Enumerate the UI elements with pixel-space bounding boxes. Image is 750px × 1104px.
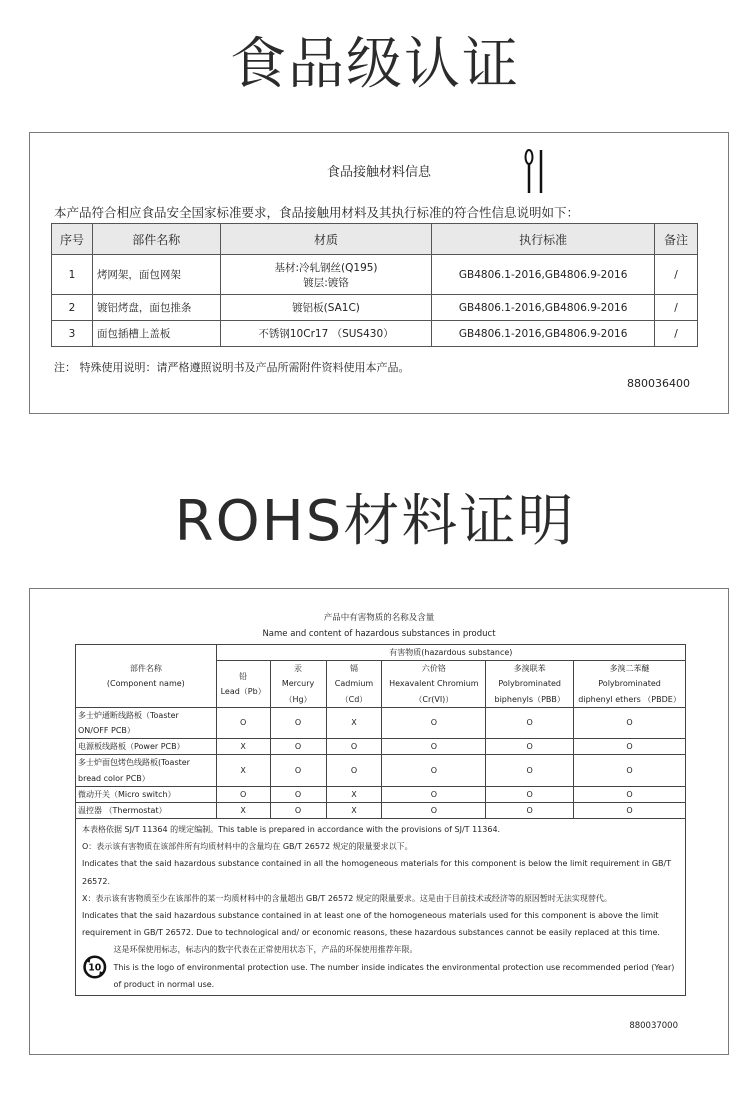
hazard-header: 有害物质(hazardous substance) xyxy=(216,645,685,661)
substance-symbol: （Hg） xyxy=(284,694,312,704)
component-name xyxy=(76,707,217,738)
component-name-line: bread color PCB） xyxy=(78,773,150,783)
table-row xyxy=(52,295,698,321)
header-note: 备注 xyxy=(655,224,698,255)
value-cell: X xyxy=(216,802,270,818)
table-header-row xyxy=(76,645,686,661)
header-standard: 执行标准 xyxy=(432,224,655,255)
material-line: 镀层:镀铬 xyxy=(303,276,349,289)
note: / xyxy=(655,321,698,347)
substance-symbol: （Cr(VI)） xyxy=(414,694,454,704)
food-intro-text: 本产品符合相应食品安全国家标准要求，食品接触用材料及其执行标准的符合性信息说明如下： xyxy=(54,205,580,220)
food-contact-title: 食品接触材料信息 xyxy=(326,165,431,180)
standard: GB4806.1-2016,GB4806.9-2016 xyxy=(432,295,655,321)
standard: GB4806.1-2016,GB4806.9-2016 xyxy=(432,255,655,295)
part-name: 烤网架，面包网架 xyxy=(92,255,220,295)
substance-en: Hexavalent Chromium xyxy=(389,679,479,689)
document-code: 880036400 xyxy=(627,377,690,390)
substance-header xyxy=(574,661,686,708)
hazardous-substance-table xyxy=(75,644,686,996)
value-cell: O xyxy=(326,739,382,755)
substance-header xyxy=(270,661,326,708)
table-header-row xyxy=(52,224,698,255)
food-contact-table xyxy=(51,223,698,347)
document-code: 880037000 xyxy=(629,1021,678,1031)
value-cell: O xyxy=(382,802,486,818)
note: / xyxy=(655,255,698,295)
component-name: 电源板线路板（Power PCB） xyxy=(76,739,217,755)
value-cell: O xyxy=(382,755,486,786)
rohs-title-cn: 产品中有害物质的名称及含量 xyxy=(323,613,435,623)
value-cell: O xyxy=(216,786,270,802)
row-number: 1 xyxy=(52,255,93,295)
substance-header xyxy=(486,661,574,708)
value-cell: O xyxy=(486,802,574,818)
substance-cn: 汞 xyxy=(294,664,303,674)
substance-cn: 铅 xyxy=(239,671,248,681)
substance-header xyxy=(382,661,486,708)
value-cell: O xyxy=(270,786,326,802)
component-header xyxy=(76,645,217,708)
note-line: Indicates that the said hazardous substance contained in all the homogeneous materials for this component is below the limit requirement in GB/T 26572. xyxy=(82,859,672,886)
component-name-line: 多士炉通断线路板（Toaster xyxy=(78,710,179,720)
note-line: O：表示该有害物质在该部件所有均质材料中的含量均在 GB/T 26572 规定的限量要求以下。 xyxy=(82,842,413,852)
value-cell: X xyxy=(326,802,382,818)
value-cell: O xyxy=(486,786,574,802)
note-line: Indicates that the said hazardous substance contained in at least one of the homogeneous materials used for this component is above the limit requirement in GB/T 26572. Due to technological and/ or economic reasons, these hazardous substances cannot be easily replaced at this time. xyxy=(82,911,660,938)
material-cell: 镀铝板(SA1C) xyxy=(220,295,432,321)
table-row xyxy=(52,321,698,347)
header-material: 材质 xyxy=(220,224,432,255)
row-number: 2 xyxy=(52,295,93,321)
component-name-line: 多士炉面包烤色线路板(Toaster xyxy=(78,758,190,768)
food-contact-certificate xyxy=(29,132,729,414)
row-number: 3 xyxy=(52,321,93,347)
substance-symbol: biphenyls（PBB） xyxy=(494,694,565,704)
substance-en: Cadmium xyxy=(334,679,374,689)
component-name: 温控器 （Thermostat） xyxy=(76,802,217,818)
note-line: 本表格依据 SJ/T 11364 的规定编制。This table is prepared in accordance with the provisions of SJ/T 11364. xyxy=(82,825,501,835)
notes-cell xyxy=(76,819,686,996)
rohs-certificate xyxy=(29,588,729,1055)
substance-cn: 六价铬 xyxy=(421,664,446,674)
value-cell: O xyxy=(574,802,686,818)
material-cell xyxy=(220,255,432,295)
table-row xyxy=(52,255,698,295)
value-cell: O xyxy=(270,802,326,818)
substance-cn: 多溴联苯 xyxy=(513,664,546,674)
substance-en: Lead（Pb） xyxy=(220,686,266,696)
logo-note-text xyxy=(114,941,679,993)
substance-header xyxy=(326,661,382,708)
substance-header xyxy=(216,661,270,708)
substance-en: Polybrominated xyxy=(598,679,661,689)
substance-en: Polybrominated xyxy=(498,679,561,689)
value-cell: O xyxy=(382,707,486,738)
note: / xyxy=(655,295,698,321)
value-cell: O xyxy=(270,739,326,755)
fork-spoon-icon xyxy=(522,147,552,195)
notes-row xyxy=(76,819,686,996)
table-row xyxy=(76,786,686,802)
value-cell: O xyxy=(326,755,382,786)
value-cell: X xyxy=(216,755,270,786)
value-cell: X xyxy=(326,786,382,802)
component-name: 微动开关（Micro switch） xyxy=(76,786,217,802)
component-name-line: ON/OFF PCB） xyxy=(78,725,135,735)
substance-symbol: （Cd） xyxy=(340,694,368,704)
value-cell: X xyxy=(326,707,382,738)
header-no: 序号 xyxy=(52,224,93,255)
note-line: X：表示该有害物质至少在该部件的某一均质材料中的含量超出 GB/T 26572 规定的限量要求。这是由于目前技术或经济等的原因暂时无法实现替代。 xyxy=(82,893,612,903)
value-cell: O xyxy=(382,739,486,755)
logo-note-en: This is the logo of environmental protection use. The number inside indicates the environmental protection use recommended period (Year) of product in normal use. xyxy=(113,962,675,989)
table-row xyxy=(76,707,686,738)
component-header-en: (Component name) xyxy=(106,678,185,688)
value-cell: O xyxy=(270,755,326,786)
logo-note xyxy=(82,941,679,993)
value-cell: O xyxy=(574,707,686,738)
substance-symbol: diphenyl ethers （PBDE） xyxy=(578,694,681,704)
value-cell: O xyxy=(382,786,486,802)
value-cell: O xyxy=(574,786,686,802)
value-cell: X xyxy=(216,739,270,755)
component-name xyxy=(76,755,217,786)
value-cell: O xyxy=(270,707,326,738)
food-grade-section-title: 食品级认证 xyxy=(230,32,520,97)
substance-cn: 多溴二苯醚 xyxy=(609,664,650,674)
header-part: 部件名称 xyxy=(92,224,220,255)
standard: GB4806.1-2016,GB4806.9-2016 xyxy=(432,321,655,347)
substance-cn: 镉 xyxy=(349,664,358,674)
value-cell: O xyxy=(486,739,574,755)
logo-number: 10 xyxy=(88,962,102,974)
table-row xyxy=(76,802,686,818)
value-cell: O xyxy=(486,755,574,786)
table-row xyxy=(76,755,686,786)
part-name: 镀铝烤盘，面包推条 xyxy=(92,295,220,321)
value-cell: O xyxy=(574,755,686,786)
value-cell: O xyxy=(216,707,270,738)
component-header-cn: 部件名称 xyxy=(129,663,162,673)
value-cell: O xyxy=(486,707,574,738)
food-note: 注： 特殊使用说明：请严格遵照说明书及产品所需附件资料使用本产品。 xyxy=(54,361,410,374)
value-cell: O xyxy=(574,739,686,755)
material-cell: 不锈钢10Cr17 （SUS430） xyxy=(220,321,432,347)
rohs-section-title: ROHS材料证明 xyxy=(174,489,576,554)
substance-en: Mercury xyxy=(281,679,315,689)
table-row xyxy=(76,739,686,755)
part-name: 面包插槽上盖板 xyxy=(92,321,220,347)
logo-note-cn: 这是环保使用标志，标志内的数字代表在正常使用状态下，产品的环保使用推荐年限。 xyxy=(113,945,418,955)
rohs-title-en: Name and content of hazardous substances in product xyxy=(262,629,496,639)
material-line: 基材:冷轧钢丝(Q195) xyxy=(274,261,378,274)
environmental-protection-logo-icon xyxy=(82,952,108,982)
